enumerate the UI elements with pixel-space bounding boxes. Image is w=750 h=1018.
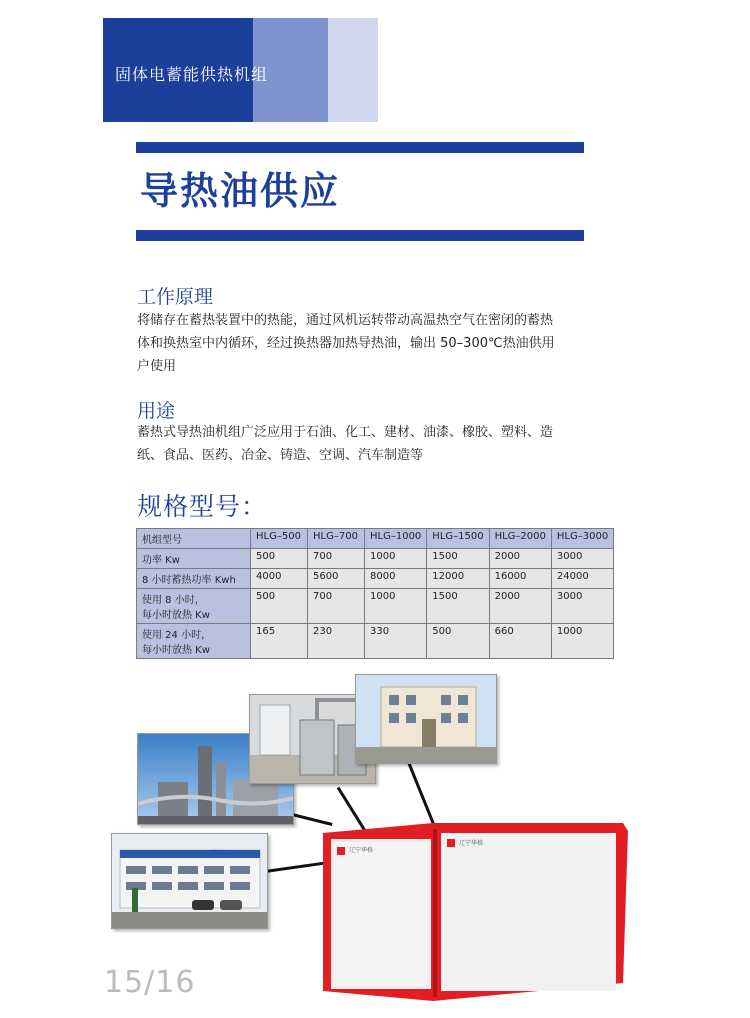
model-cell: HLG–1000 [365,529,427,549]
factory-photo [111,833,268,929]
model-cell: HLG–700 [308,529,365,549]
row-label-line: 8 小时蓄热功率 Kwh [142,575,236,586]
principle-line: 户使用 [137,359,177,374]
spec-heading: 规格型号： [137,492,268,521]
value-cell: 1500 [427,589,489,624]
unit-logo-text: 辽宁华格 [459,840,484,847]
spec-row [137,589,614,624]
value-cell: 230 [308,624,365,659]
value-cell: 500 [251,549,308,569]
row-label-line: 功率 Kw [142,555,180,566]
title-rule-top [136,142,584,153]
model-cell: HLG–500 [251,529,308,549]
value-cell: 1000 [551,624,613,659]
usage-text [137,421,589,467]
principle-line: 将储存在蓄热装置中的热能，通过风机运转带动高温热空气在密闭的蓄热 [137,313,554,328]
model-cell: HLG–1500 [427,529,489,549]
section-title: 固体电蓄能供热机组 [115,65,269,84]
spec-table [136,528,614,659]
office-building-image [356,675,496,763]
usage-line: 蓄热式导热油机组广泛应用于石油、化工、建材、油漆、橡胶、塑料、造 [137,425,554,440]
value-cell: 12000 [427,569,489,589]
value-cell: 500 [251,589,308,624]
value-cell: 500 [427,624,489,659]
value-cell: 700 [308,549,365,569]
row-label [137,589,251,624]
value-cell: 3000 [551,589,613,624]
model-cell: HLG–2000 [489,529,551,549]
spec-header-row [137,529,614,549]
row-label-line: 每小时放热 Kw [142,645,210,656]
header-band-light [328,18,378,122]
office-building-photo [355,674,497,764]
row-label [137,549,251,569]
value-cell: 5600 [308,569,365,589]
value-cell: 330 [365,624,427,659]
page-title: 导热油供应 [140,168,341,213]
value-cell: 1000 [365,589,427,624]
row-label-line: 使用 24 小时， [142,630,212,641]
row-label [137,569,251,589]
row-label [137,624,251,659]
spec-row [137,624,614,659]
model-cell: HLG–3000 [551,529,613,549]
principle-heading: 工作原理 [137,286,214,308]
usage-heading: 用途 [137,400,176,422]
value-cell: 660 [489,624,551,659]
value-cell: 2000 [489,589,551,624]
title-rule-bottom [136,230,584,241]
spec-header-label: 机组型号 [137,529,251,549]
row-label-line: 每小时放热 Kw [142,610,210,621]
value-cell: 2000 [489,549,551,569]
value-cell: 3000 [551,549,613,569]
principle-line: 体和换热室中内循环，经过换热器加热导热油，输出 50–300℃热油供用 [137,336,555,351]
usage-line: 纸、食品、医药、冶金、铸造、空调、汽车制造等 [137,448,424,463]
row-label-line: 使用 8 小时， [142,595,205,606]
unit-logo-text: 辽宁华格 [349,847,374,854]
spec-row [137,549,614,569]
principle-text [137,309,589,378]
value-cell: 1500 [427,549,489,569]
value-cell: 16000 [489,569,551,589]
heating-unit-illustration [323,823,628,1001]
value-cell: 165 [251,624,308,659]
page-number: 15/16 [104,965,196,1000]
spec-row [137,569,614,589]
value-cell: 1000 [365,549,427,569]
value-cell: 8000 [365,569,427,589]
value-cell: 4000 [251,569,308,589]
value-cell: 24000 [551,569,613,589]
value-cell: 700 [308,589,365,624]
factory-sign-text: ISO 9001:2000 国际认证 [172,850,231,856]
